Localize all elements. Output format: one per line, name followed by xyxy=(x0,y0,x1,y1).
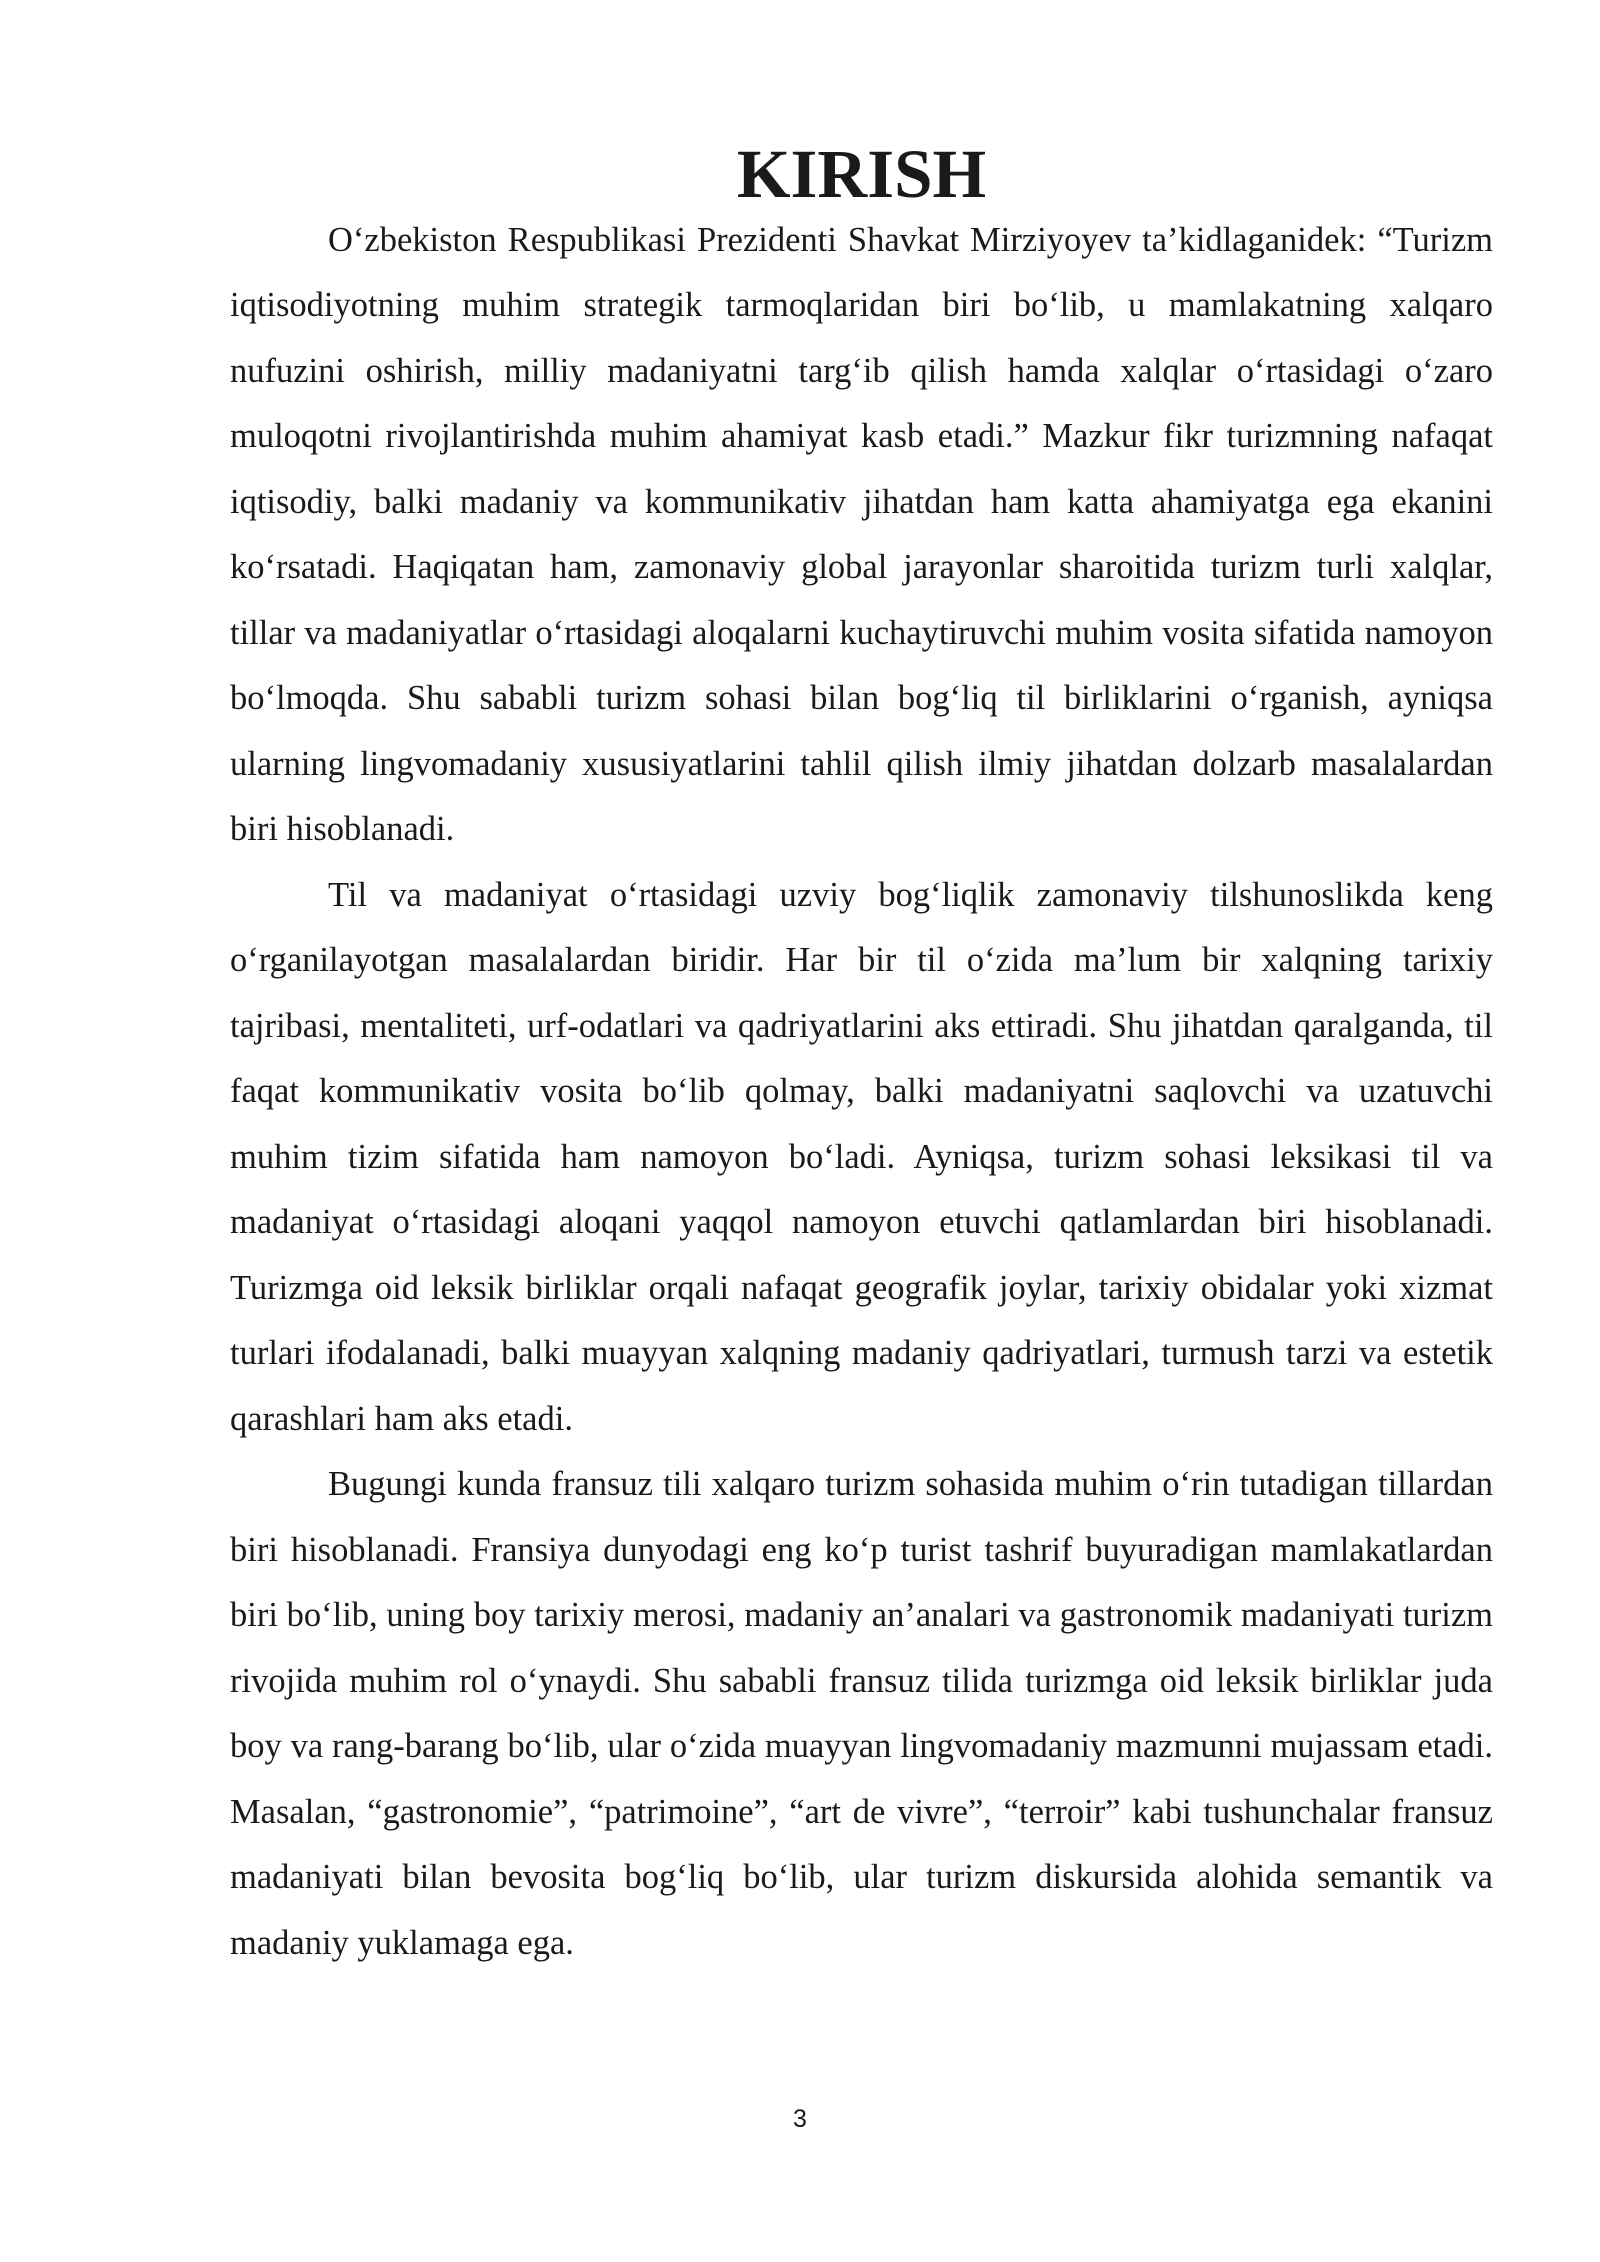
section-heading: KIRISH xyxy=(736,136,987,212)
paragraph-1: O‘zbekiston Respublikasi Prezidenti Shavkat Mirziyoyev ta’kidlaganidek: “Turizm iqtisodiyotning muhim strategik tarmoqlaridan biri bo‘lib, u mamlakatning xalqaro nufuzini oshirish, milliy madaniyatni targ‘ib qilish hamda xalqlar o‘rtasidagi o‘zaro muloqotni rivojlantirishda muhim ahamiyat kasb etadi.” Mazkur fikr turizmning nafaqat iqtisodiy, balki madaniy va kommunikativ jihatdan ham katta ahamiyatga ega ekanini ko‘rsatadi. Haqiqatan ham, zamonaviy global jarayonlar sharoitida turizm turli xalqlar, tillar va madaniyatlar o‘rtasidagi aloqalarni kuchaytiruvchi muhim vosita sifatida namoyon bo‘lmoqda. Shu sababli turizm sohasi bilan bog‘liq til birliklarini o‘rganish, ayniqsa ularning lingvomadaniy xususiyatlarini tahlil qilish ilmiy jihatdan dolzarb masalalardan biri hisoblanadi. xyxy=(230,220,1493,848)
paragraph-2: Til va madaniyat o‘rtasidagi uzviy bog‘liqlik zamonaviy tilshunoslikda keng o‘rganilayotgan masalalardan biridir. Har bir til o‘zida ma’lum bir xalqning tarixiy tajribasi, mentaliteti, urf-odatlari va qadriyatlarini aks ettiradi. Shu jihatdan qaralganda, til faqat kommunikativ vosita bo‘lib qolmay, balki madaniyatni saqlovchi va uzatuvchi muhim tizim sifatida ham namoyon bo‘ladi. Ayniqsa, turizm sohasi leksikasi til va madaniyat o‘rtasidagi aloqani yaqqol namoyon etuvchi qatlamlardan biri hisoblanadi. Turizmga oid leksik birliklar orqali nafaqat geografik joylar, tarixiy obidalar yoki xizmat turlari ifodalanadi, balki muayyan xalqning madaniy qadriyatlari, turmush tarzi va estetik qarashlari ham aks etadi. xyxy=(230,875,1493,1438)
page-number: 3 xyxy=(793,2105,807,2133)
document-body xyxy=(230,136,1493,1976)
paragraph-3: Bugungi kunda fransuz tili xalqaro turizm sohasida muhim o‘rin tutadigan tillardan biri hisoblanadi. Fransiya dunyodagi eng ko‘p turist tashrif buyuradigan mamlakatlardan biri bo‘lib, uning boy tarixiy merosi, madaniy an’analari va gastronomik madaniyati turizm rivojida muhim rol o‘ynaydi. Shu sababli fransuz tilida turizmga oid leksik birliklar juda boy va rang-barang bo‘lib, ular o‘zida muayyan lingvomadaniy mazmunni mujassam etadi. Masalan, “gastronomie”, “patrimoine”, “art de vivre”, “terroir” kabi tushunchalar fransuz madaniyati bilan bevosita bog‘liq bo‘lib, ular turizm diskursida alohida semantik va madaniy yuklamaga ega. xyxy=(230,1465,1493,1962)
